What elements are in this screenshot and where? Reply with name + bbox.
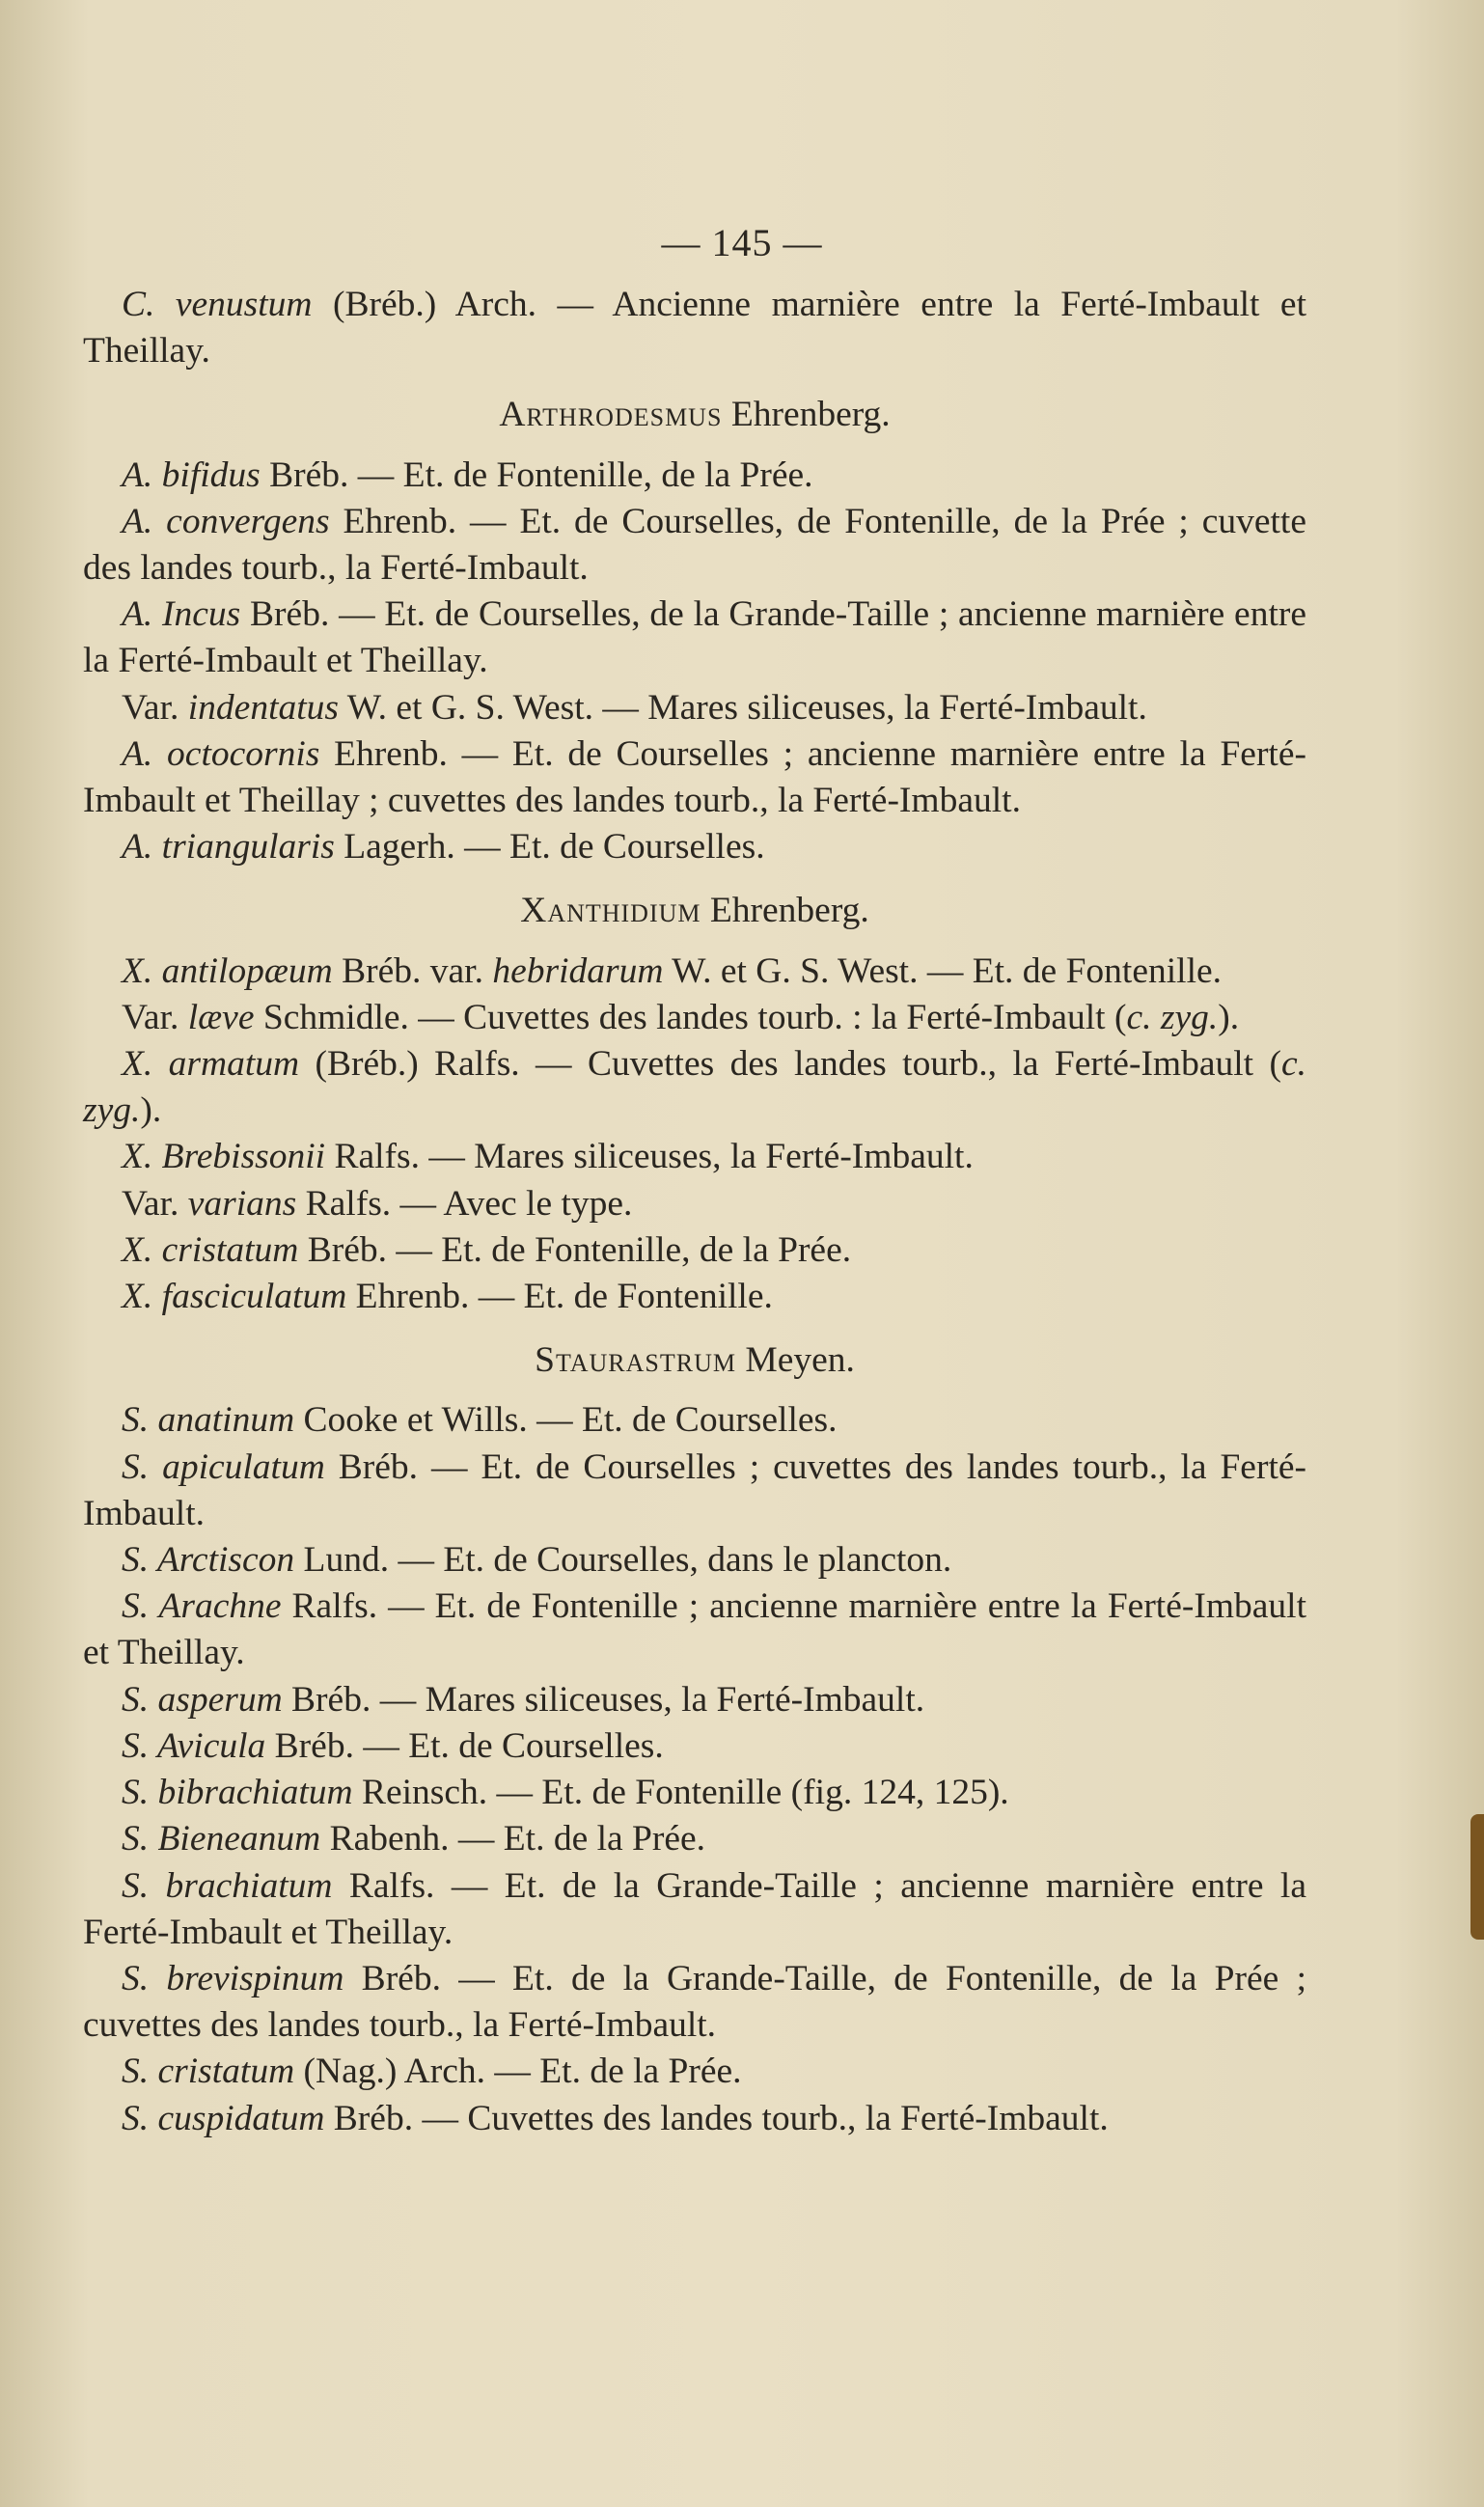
entry-text: Ralfs. — Et. de la Grande-Taille ; ancienne marnière entre la Ferté-Imbault et Theillay. xyxy=(83,1865,1306,1952)
entry-text: Bréb. — Et. de Fontenille, de la Prée. xyxy=(298,1229,852,1270)
italic-taxon: S. bibrachiatum xyxy=(122,1773,353,1813)
species-entry-arachne xyxy=(83,1584,1306,1676)
italic-taxon: S. Arachne xyxy=(122,1586,282,1627)
italic-taxon: læve xyxy=(187,997,255,1037)
italic-taxon: X. armatum xyxy=(122,1044,300,1085)
italic-taxon: S. cristatum xyxy=(122,2052,295,2092)
entry-text: Ehrenb. — Et. de Courselles ; ancienne marnière entre la Ferté-Imbault et Theillay ; cuvettes des landes tourb., la Ferté-Imbault. xyxy=(83,733,1306,821)
entry-text: (Bréb.) Ralfs. — Cuvettes des landes tourb., la Ferté-Imbault ( xyxy=(299,1044,1281,1085)
italic-taxon: S. brachiatum xyxy=(122,1865,333,1906)
entry-text: W. et G. S. West. — Mares siliceuses, la Ferté-Imbault. xyxy=(339,687,1147,728)
entry-text: Reinsch. — Et. de Fontenille (fig. 124, 125). xyxy=(352,1773,1009,1813)
italic-taxon: c. zyg. xyxy=(83,1044,1306,1131)
entry-text: Bréb. — Et. de Fontenille, de la Prée. xyxy=(260,455,813,495)
species-entry-fasciculatum xyxy=(83,1274,1306,1320)
italic-taxon: A. Incus xyxy=(122,594,241,635)
species-entry-bieneanum xyxy=(83,1816,1306,1862)
page-edge-stain xyxy=(1470,1814,1484,1940)
entry-text: Bréb. — Cuvettes des landes tourb., la Ferté-Imbault. xyxy=(324,2098,1109,2138)
entry-text: Bréb. — Et. de la Grande-Taille, de Fontenille, de la Prée ; cuvettes des landes tourb., la Ferté-Imbault. xyxy=(83,1958,1306,2046)
italic-taxon: hebridarum xyxy=(492,950,664,991)
italic-taxon: C. venustum xyxy=(122,285,313,324)
species-entry-brachiatum xyxy=(83,1863,1306,1956)
genus-name: Arthrodesmus xyxy=(499,395,723,435)
species-entry-bifidus xyxy=(83,453,1306,499)
genus-author: Ehrenberg. xyxy=(701,891,869,931)
entry-text: Bréb. — Et. de Courselles, de la Grande-Taille ; ancienne marnière entre la Ferté-Imbault et Theillay. xyxy=(83,594,1306,681)
genus-heading-arthrodesmus xyxy=(83,392,1306,438)
species-entry-cuspidatum xyxy=(83,2096,1306,2142)
genus-author: Ehrenberg. xyxy=(722,395,891,435)
italic-taxon: S. anatinum xyxy=(122,1400,295,1441)
species-entry-arctiscon xyxy=(83,1537,1306,1584)
entry-text: Cooke et Wills. — Et. de Courselles. xyxy=(294,1400,838,1441)
species-entry-avicula xyxy=(83,1723,1306,1770)
italic-taxon: S. Avicula xyxy=(122,1725,266,1766)
species-entry-indentatus xyxy=(83,685,1306,731)
species-entry-cristatum-x xyxy=(83,1227,1306,1274)
entry-text: Ralfs. — Et. de Fontenille ; ancienne marnière entre la Ferté-Imbault et Theillay. xyxy=(83,1586,1306,1673)
italic-taxon: A. convergens xyxy=(122,501,330,541)
genus-name: Xanthidium xyxy=(520,891,701,931)
entry-text: Lund. — Et. de Courselles, dans le plancton. xyxy=(294,1540,952,1581)
entry-text: Ralfs. — Mares siliceuses, la Ferté-Imbault. xyxy=(325,1137,974,1177)
italic-taxon: A. triangularis xyxy=(122,827,335,868)
entry-text: Bréb. — Et. de Courselles. xyxy=(265,1725,664,1766)
entry-text: Bréb. — Et. de Courselles ; cuvettes des landes tourb., la Ferté-Imbault. xyxy=(83,1446,1306,1533)
entry-text: Bréb. — Mares siliceuses, la Ferté-Imbault. xyxy=(282,1679,925,1720)
entry-text: Ehrenb. — Et. de Fontenille. xyxy=(346,1277,773,1317)
italic-taxon: X. cristatum xyxy=(122,1229,299,1270)
species-entry-varians xyxy=(83,1181,1306,1227)
italic-taxon: X. fasciculatum xyxy=(122,1277,347,1317)
species-entry-laeve xyxy=(83,995,1306,1041)
species-entry-incus xyxy=(83,592,1306,684)
species-entry-venustum xyxy=(83,282,1306,374)
species-entry-armatum xyxy=(83,1041,1306,1134)
genus-heading-staurastrum xyxy=(83,1337,1306,1384)
italic-taxon: S. cuspidatum xyxy=(122,2098,325,2138)
italic-taxon: A. octocornis xyxy=(122,733,320,774)
species-entry-anatinum xyxy=(83,1397,1306,1444)
species-entry-asperum xyxy=(83,1677,1306,1723)
entry-text: (Nag.) Arch. — Et. de la Prée. xyxy=(294,2052,742,2092)
species-entry-brevispinum xyxy=(83,1956,1306,2049)
entry-text: Var. xyxy=(122,997,188,1037)
species-entry-bibrachiatum xyxy=(83,1770,1306,1816)
italic-taxon: S. apiculatum xyxy=(122,1446,325,1487)
entry-text: Bréb. var. xyxy=(332,950,493,991)
entry-text: Rabenh. — Et. de la Prée. xyxy=(320,1819,706,1860)
body-text xyxy=(83,282,1306,2142)
italic-taxon: c. zyg. xyxy=(1126,997,1219,1037)
species-entry-octocornis xyxy=(83,731,1306,824)
italic-taxon: S. Arctiscon xyxy=(122,1540,295,1581)
entry-text: Ralfs. — Avec le type. xyxy=(296,1183,633,1224)
genus-author: Meyen. xyxy=(736,1340,855,1381)
entry-text: Var. xyxy=(122,1183,188,1224)
genus-name: Staurastrum xyxy=(535,1340,736,1381)
italic-taxon: A. bifidus xyxy=(122,455,261,495)
genus-heading-xanthidium xyxy=(83,888,1306,934)
species-entry-cristatum-s xyxy=(83,2049,1306,2095)
entry-text: ). xyxy=(1218,997,1240,1037)
species-entry-brebissonii xyxy=(83,1134,1306,1180)
italic-taxon: S. asperum xyxy=(122,1679,283,1720)
species-entry-convergens xyxy=(83,499,1306,592)
entry-text: Var. xyxy=(122,687,188,728)
entry-text: W. et G. S. West. — Et. de Fontenille. xyxy=(663,950,1223,991)
italic-taxon: varians xyxy=(187,1183,297,1224)
entry-text: (Bréb.) Arch. — Ancienne marnière entre la Ferté-Imbault et Theillay. xyxy=(83,285,1306,372)
italic-taxon: S. Bieneanum xyxy=(122,1819,321,1860)
species-entry-triangularis xyxy=(83,824,1306,870)
species-entry-apiculatum xyxy=(83,1445,1306,1537)
species-entry-antilopaeum xyxy=(83,949,1306,995)
page-number: — 145 — xyxy=(661,221,823,264)
italic-taxon: S. brevispinum xyxy=(122,1958,344,1998)
entry-text: Schmidle. — Cuvettes des landes tourb. : la Ferté-Imbault ( xyxy=(254,997,1127,1037)
italic-taxon: X. Brebissonii xyxy=(122,1137,326,1177)
italic-taxon: indentatus xyxy=(187,687,339,728)
entry-text: Lagerh. — Et. de Courselles. xyxy=(334,827,765,868)
entry-text: ). xyxy=(140,1090,162,1131)
italic-taxon: X. antilopæum xyxy=(122,950,333,991)
entry-text: Ehrenb. — Et. de Courselles, de Fontenille, de la Prée ; cuvette des landes tourb., la Ferté-Imbault. xyxy=(83,501,1306,589)
